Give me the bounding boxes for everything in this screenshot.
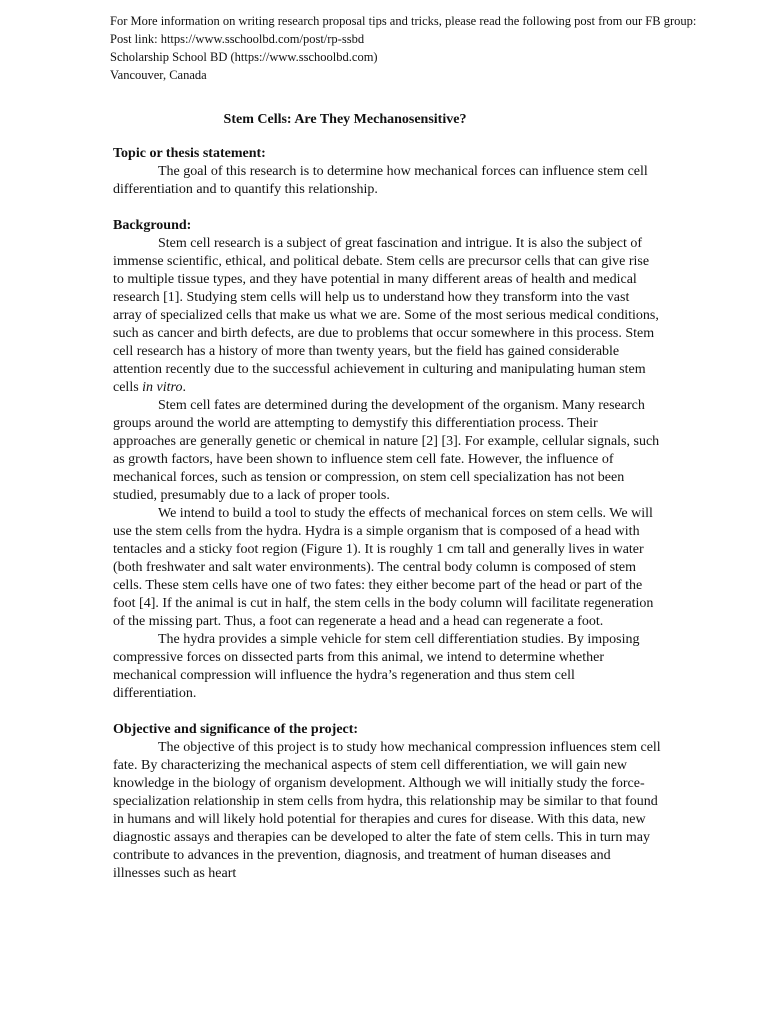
objective-paragraph: The objective of this project is to study how mechanical compression influences stem cell fate. By characterizing the mechanical aspects of stem cell differentiation, we will gain new knowledge in the biology of organism development. Although we will initially study the force-specialization relationship in stem cells from hydra, this relationship may be similar to that found in humans and will likely hold potential for therapies and cures for disease. With this data, new diagnostic assays and therapies can be developed to alter the fate of stem cells. This in turn may contribute to advances in the prevention, diagnosis, and treatment of human diseases and illnesses such as heart	[113, 740, 661, 881]
topic-heading: Topic or thesis statement:	[113, 146, 266, 161]
header-post-link: Post link: https://www.sschoolbd.com/post/rp-ssbd	[110, 32, 365, 46]
header-info-line: For More information on writing research proposal tips and tricks, please read the following post from our FB group:	[110, 14, 697, 28]
background-paragraph-3: We intend to build a tool to study the effects of mechanical forces on stem cells. We will use the stem cells from the hydra. Hydra is a simple organism that is composed of a head with tentacles and a sticky foot region (Figure 1). It is roughly 1 cm tall and generally lives in water (both freshwater and salt water environments). The central body column is composed of stem cells. These stem cells have one of two fates: they either become part of the head or part of the foot [4]. If the animal is cut in half, the stem cells in the body column will facilitate regeneration of the missing part. Thus, a foot can regenerate a head and a head can regenerate a foot.	[113, 506, 654, 629]
header-organization: Scholarship School BD (https://www.sschoolbd.com)	[110, 50, 378, 64]
background-paragraph-1-text: Stem cell research is a subject of great fascination and intrigue. It is also the subject of immense scientific, ethical, and political debate. Stem cells are precursor cells that can give rise to multiple tissue types, and they have potential in many different areas of health and medical research [1]. Studying stem cells will help us to understand how they transform into the vast array of specialized cells that make us what we are. Some of the most serious medical conditions, such as cancer and birth defects, are due to problems that occur somewhere in this process. Stem cell research has a history of more than twenty years, but the field has gained considerable attention recently due to the successful achievement in culturing and manipulating human stem cells	[113, 236, 659, 395]
document-title: Stem Cells: Are They Mechanosensitive?	[223, 112, 467, 127]
section-spacer	[113, 703, 661, 721]
background-paragraph-1	[113, 235, 661, 397]
topic-paragraph: The goal of this research is to determine how mechanical forces can influence stem cell differentiation and to quantify this relationship.	[113, 164, 648, 197]
objective-heading: Objective and significance of the project:	[113, 722, 359, 737]
document-body	[113, 145, 661, 883]
header-location: Vancouver, Canada	[110, 68, 207, 82]
background-paragraph-2: Stem cell fates are determined during the development of the organism. Many research groups around the world are attempting to demystify this differentiation process. Their approaches are generally genetic or chemical in nature [2] [3]. For example, cellular signals, such as growth factors, have been shown to influence stem cell fate. However, the influence of mechanical forces, such as tension or compression, on stem cell specialization has not been studied, presumably due to a lack of proper tools.	[113, 398, 660, 503]
background-paragraph-4: The hydra provides a simple vehicle for stem cell differentiation studies. By imposing compressive forces on dissected parts from this animal, we intend to determine whether mechanical compression will influence the hydra’s regeneration and thus stem cell differentiation.	[113, 632, 640, 701]
section-spacer	[113, 199, 661, 217]
background-paragraph-1-end: .	[182, 380, 186, 395]
page-header	[110, 12, 750, 84]
in-vitro-italic: in vitro	[142, 380, 183, 395]
background-heading: Background:	[113, 218, 192, 233]
